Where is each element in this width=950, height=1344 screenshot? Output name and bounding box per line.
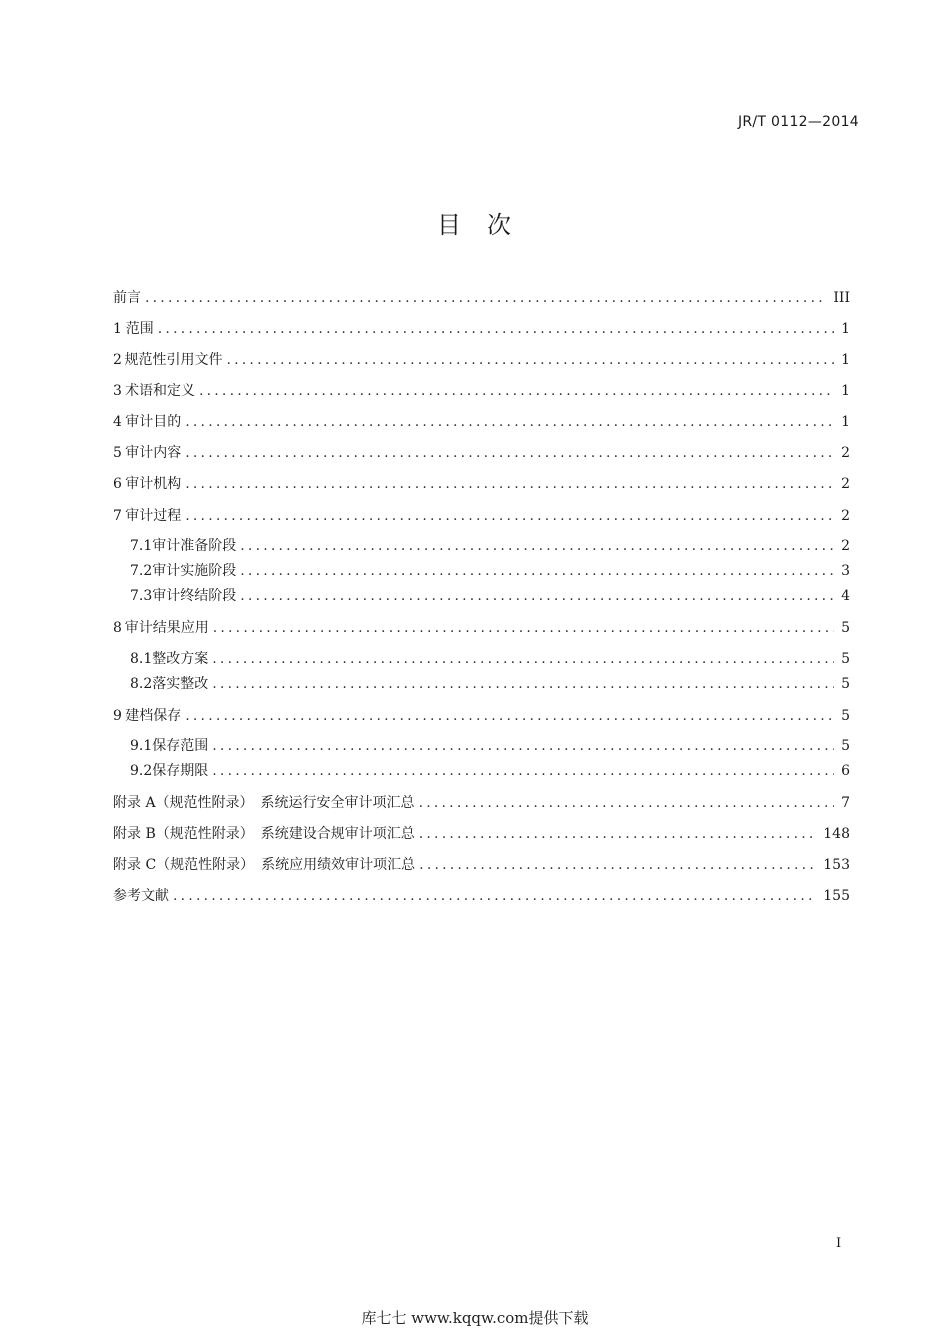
toc-entry-foreword[interactable] <box>113 287 850 309</box>
toc-entry-references[interactable] <box>113 885 850 907</box>
toc-entry-3[interactable] <box>113 380 850 402</box>
toc-entry-number: 7.2 <box>130 563 153 579</box>
toc-entry-page: 6 <box>841 763 850 779</box>
toc-entry-number: 1 <box>113 321 122 337</box>
toc-entry-page: 7 <box>841 795 850 811</box>
page-title <box>0 205 950 240</box>
toc-entry-label: 审计准备阶段 <box>152 538 237 554</box>
toc-leader-dots <box>240 585 834 607</box>
page-number: I <box>836 1236 842 1251</box>
toc-leader-dots <box>185 705 834 727</box>
toc-entry-number: 8 <box>113 620 122 636</box>
toc-entry-page: 5 <box>841 620 850 636</box>
toc-entry-label: 建档保存 <box>125 708 182 724</box>
toc-leader-dots <box>158 318 834 340</box>
toc-leader-dots <box>213 617 834 639</box>
toc-leader-dots <box>212 760 834 782</box>
toc-entry-8-2[interactable] <box>130 673 850 695</box>
toc-entry-label: 审计终结阶段 <box>152 588 237 604</box>
toc-leader-dots <box>240 535 834 557</box>
toc-entry-page: 1 <box>841 414 850 430</box>
toc-entry-number: 2 <box>113 352 122 368</box>
toc-entry-page: 2 <box>841 476 850 492</box>
toc-entry-label: 审计实施阶段 <box>152 563 237 579</box>
toc-entry-page: 155 <box>823 888 850 904</box>
toc-entry-label: 附录 C（规范性附录） 系统应用绩效审计项汇总 <box>113 857 416 873</box>
toc-entry-label: 审计目的 <box>125 414 182 430</box>
toc-entry-page: 153 <box>823 857 850 873</box>
toc-entry-6[interactable] <box>113 473 850 495</box>
toc-entry-label: 附录 B（规范性附录） 系统建设合规审计项汇总 <box>113 826 415 842</box>
title-part-1: 目 <box>437 211 463 239</box>
toc-entry-page: 1 <box>841 352 850 368</box>
toc-leader-dots <box>185 442 834 464</box>
toc-entry-number: 7 <box>113 508 122 524</box>
toc-entry-label: 落实整改 <box>152 676 209 692</box>
toc-entry-page: 1 <box>841 321 850 337</box>
toc-leader-dots <box>173 885 817 907</box>
toc-leader-dots <box>240 560 834 582</box>
toc-entry-number: 8.1 <box>130 651 153 667</box>
toc-entry-number: 9.1 <box>130 738 153 754</box>
toc-entry-1[interactable] <box>113 318 850 340</box>
toc-entry-label: 保存期限 <box>152 763 209 779</box>
toc-entry-5[interactable] <box>113 442 850 464</box>
toc-entry-page: 5 <box>841 738 850 754</box>
toc-entry-label: 范围 <box>125 321 154 337</box>
toc-leader-dots <box>185 411 834 433</box>
toc-entry-page: 1 <box>841 383 850 399</box>
toc-entry-label: 整改方案 <box>152 651 209 667</box>
toc-entry-page: 3 <box>841 563 850 579</box>
toc-leader-dots <box>419 792 834 814</box>
toc-entry-7[interactable] <box>113 505 850 527</box>
toc-entry-number: 3 <box>113 383 122 399</box>
toc-entry-label: 附录 A（规范性附录） 系统运行安全审计项汇总 <box>113 795 415 811</box>
toc-entry-page: 148 <box>823 826 850 842</box>
toc-entry-page: 4 <box>841 588 850 604</box>
toc-entry-number: 7.1 <box>130 538 153 554</box>
toc-entry-number: 5 <box>113 445 122 461</box>
title-part-2: 次 <box>487 211 513 239</box>
toc-entry-label: 前言 <box>113 290 141 306</box>
toc-entry-7-3[interactable] <box>130 585 850 607</box>
toc-leader-dots <box>212 735 834 757</box>
toc-leader-dots <box>419 823 818 845</box>
toc-entry-label: 审计结果应用 <box>124 620 209 636</box>
toc-leader-dots <box>145 287 827 309</box>
toc-leader-dots <box>185 473 834 495</box>
toc-entry-8[interactable] <box>113 617 850 639</box>
toc-entry-number: 4 <box>113 414 122 430</box>
toc-entry-7-2[interactable] <box>130 560 850 582</box>
toc-entry-number: 6 <box>113 476 122 492</box>
toc-entry-label: 术语和定义 <box>124 383 195 399</box>
toc-entry-appendix-b[interactable] <box>113 823 850 845</box>
toc-leader-dots <box>419 854 817 876</box>
toc-entry-page: 2 <box>841 538 850 554</box>
toc-entry-label: 审计过程 <box>125 508 182 524</box>
toc-entry-9-2[interactable] <box>130 760 850 782</box>
toc-entry-number: 8.2 <box>130 676 153 692</box>
toc-entry-page: 5 <box>841 651 850 667</box>
toc-leader-dots <box>226 349 834 371</box>
toc-entry-page: 2 <box>841 508 850 524</box>
toc-entry-number: 9.2 <box>130 763 153 779</box>
toc-entry-label: 规范性引用文件 <box>124 352 223 368</box>
toc-entry-4[interactable] <box>113 411 850 433</box>
toc-entry-appendix-c[interactable] <box>113 854 850 876</box>
toc-entry-page: 5 <box>841 676 850 692</box>
toc-leader-dots <box>212 673 834 695</box>
toc-entry-page: 2 <box>841 445 850 461</box>
toc-entry-9-1[interactable] <box>130 735 850 757</box>
toc-entry-number: 9 <box>113 708 122 724</box>
toc-entry-page: 5 <box>841 708 850 724</box>
toc-entry-9[interactable] <box>113 705 850 727</box>
toc-entry-label: 审计内容 <box>125 445 182 461</box>
standard-code: JR/T 0112—2014 <box>737 114 859 130</box>
toc-entry-label: 审计机构 <box>125 476 182 492</box>
footer-download-note: 库七七 www.kqqw.com提供下载 <box>361 1309 589 1327</box>
toc-leader-dots <box>212 648 834 670</box>
toc-leader-dots <box>199 380 834 402</box>
toc-entry-label: 参考文献 <box>113 888 169 904</box>
toc-entry-page: III <box>833 290 850 306</box>
toc-entry-2[interactable] <box>113 349 850 371</box>
toc-entry-8-1[interactable] <box>130 648 850 670</box>
toc-leader-dots <box>185 505 834 527</box>
toc-entry-number: 7.3 <box>130 588 153 604</box>
toc-entry-7-1[interactable] <box>130 535 850 557</box>
toc-entry-appendix-a[interactable] <box>113 792 850 814</box>
toc-entry-label: 保存范围 <box>152 738 209 754</box>
